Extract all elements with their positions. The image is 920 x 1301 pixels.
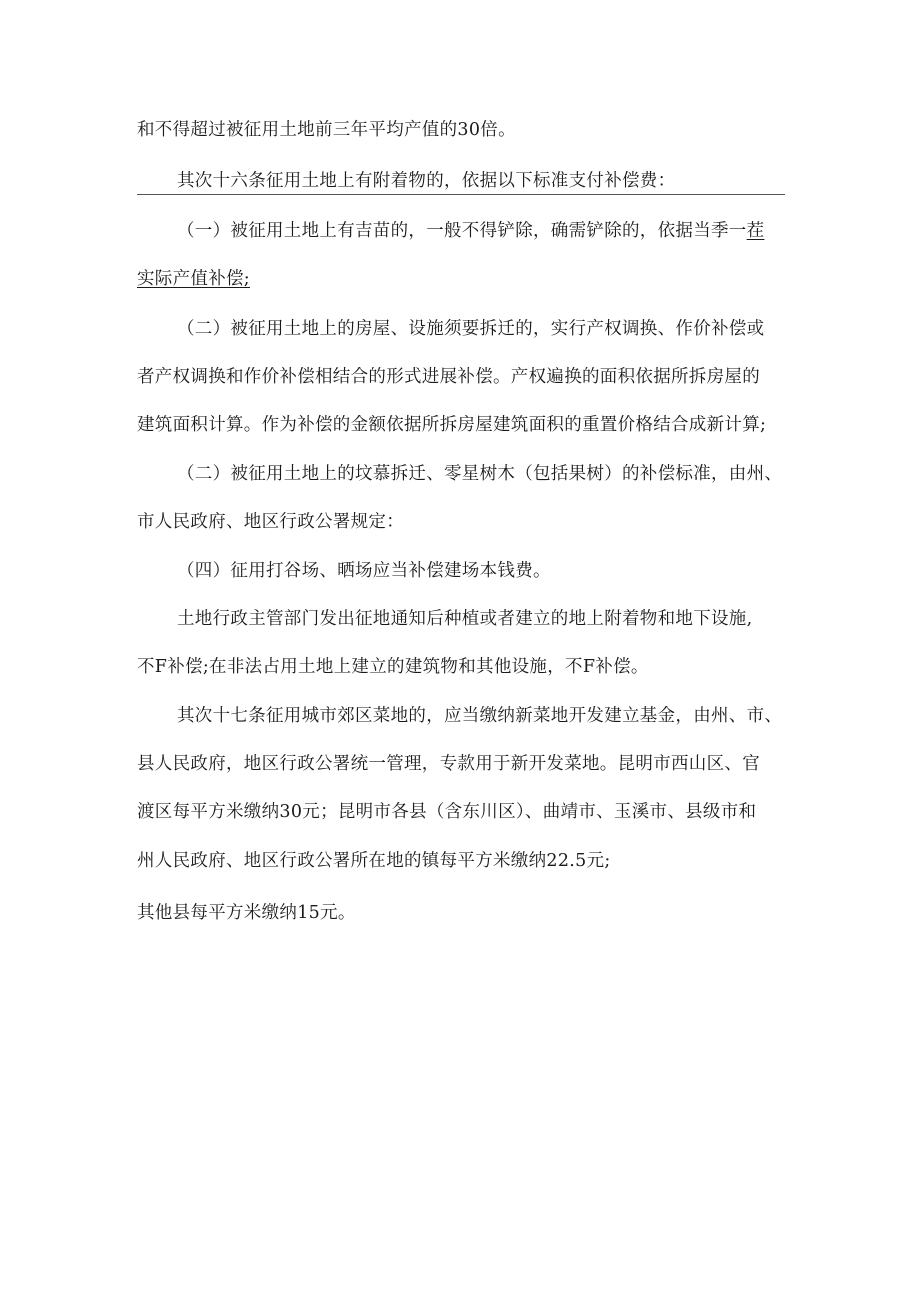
text-line: 者产权调换和作价补偿相结合的形式进展补偿。产权遍换的面积依据所拆房屋的 — [137, 367, 760, 387]
text-line: 县人民政府，地区行政公署统一管理，专款用于新开发菜地。昆明市西山区、官 — [137, 754, 760, 774]
text-line: 渡区每平方米缴纳30元；昆明市各县（含东川区）、曲靖市、玉溪市、县级市和 — [137, 802, 757, 822]
text-line: 市人民政府、地区行政公署规定： — [137, 512, 404, 532]
text-line: （二）被征用土地上的房屋、设施须要拆迁的，实行产权调换、作价补偿或 — [177, 319, 765, 339]
text-line — [177, 220, 764, 242]
text-line: 土地行政主管部门发出征地通知后种植或者建立的地上附着物和地下设施, — [177, 609, 753, 629]
horizontal-rule — [137, 194, 785, 195]
text-segment: （一）被征用土地上有吉苗的，一般不得铲除，确需铲除的，依据当季一 — [177, 221, 747, 241]
text-line: （四）征用打谷场、晒场应当补偿建场本钱费。 — [177, 561, 551, 581]
text-line: 不F补偿;在非法占用土地上建立的建筑物和其他设施，不F补偿。 — [137, 657, 649, 677]
underlined-text-line: 实际产值补偿; — [137, 269, 250, 289]
text-line: 和不得超过被征用土地前三年平均产值的30倍。 — [137, 120, 516, 140]
text-line: 州人民政府、地区行政公署所在地的镇每平方米缴纳22.5元; — [137, 851, 611, 871]
text-line: （二）被征用土地上的坟慕拆迁、零星树木（包括果树）的补偿标准，由州、 — [177, 464, 783, 484]
text-line: 其次十七条征用城市郊区菜地的，应当缴纳新菜地开发建立基金，由州、市、 — [177, 706, 783, 726]
text-line: 建筑面积计算。作为补偿的金额依据所拆房屋建筑面积的重置价格结合成新计算; — [137, 415, 767, 435]
text-line: 其他县每平方米缴纳15元。 — [137, 903, 356, 923]
text-line: 其次十六条征用土地上有附着物的，依据以下标准支付补偿费： — [177, 171, 676, 191]
underlined-text: 茬 — [746, 221, 765, 241]
